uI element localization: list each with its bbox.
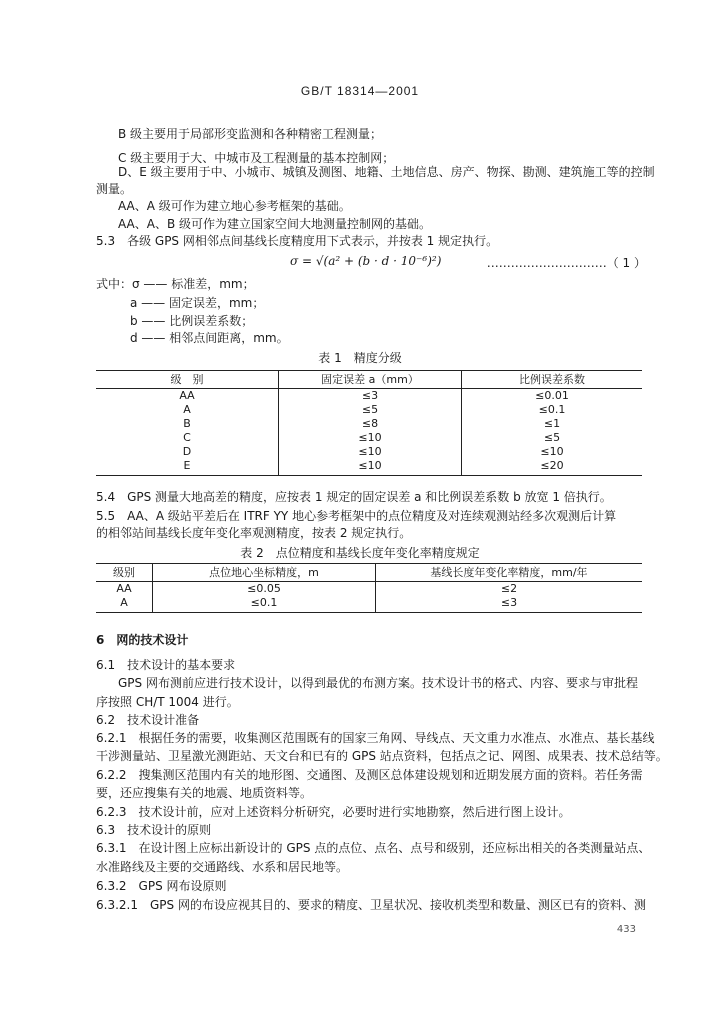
where-d: d —— 相邻点间距离，mm。 — [130, 331, 289, 345]
cell-grade: B — [96, 417, 279, 431]
section-6-title: 6 网的技术设计 — [96, 633, 189, 647]
where-sigma: 式中：σ —— 标准差，mm； — [96, 277, 255, 291]
cell-position-precision: ≤0.1 — [153, 596, 376, 613]
cell-fixed-error: ≤5 — [279, 403, 462, 417]
table-precision-grades — [96, 370, 642, 476]
cell-fixed-error: ≤10 — [279, 431, 462, 445]
table-header-row — [96, 371, 642, 389]
cell-ratio-error: ≤20 — [540, 459, 564, 472]
cell-grade: AA — [96, 389, 279, 404]
cell-grade: E — [96, 459, 279, 476]
col-header-grade: 级 别 — [96, 371, 279, 389]
para-b-level: B 级主要用于局部形变监测和各种精密工程测量； — [118, 127, 383, 141]
para-c-level: C 级主要用于大、中城市及工程测量的基本控制网； — [118, 151, 395, 165]
table-row — [96, 596, 642, 613]
cell-ratio-error: ≤0.01 — [535, 389, 569, 402]
clause-5-5-cont: 的相邻站间基线长度年变化率观测精度，按表 2 规定执行。 — [96, 526, 412, 540]
where-b: b —— 比例误差系数； — [130, 314, 254, 328]
col-header-baseline-rate: 基线长度年变化率精度，mm/年 — [376, 564, 643, 582]
para-aa-a: AA、A 级可作为建立地心参考框架的基础。 — [118, 199, 351, 213]
clause-6-2-1: 6.2.1 根据任务的需要，收集测区范围既有的国家三角网、导线点、天文重力水准点、水准点、基长基线 — [96, 731, 655, 745]
col-header-fixed-error: 固定误差 a（mm） — [279, 371, 462, 389]
table-header-row — [96, 564, 642, 582]
table-row — [96, 582, 642, 597]
heading-6-1: 6.1 技术设计的基本要求 — [96, 658, 236, 672]
cell-grade: D — [96, 445, 279, 459]
clause-6-2-3: 6.2.3 技术设计前，应对上述资料分析研究，必要时进行实地勘察，然后进行图上设计。 — [96, 805, 571, 819]
para-de-level-cont: 测量。 — [96, 182, 133, 196]
cell-grade: AA — [96, 582, 153, 597]
clause-5-4: 5.4 GPS 测量大地高差的精度，应按表 1 规定的固定误差 a 和比例误差系数 b 放宽 1 倍执行。 — [96, 490, 612, 504]
table2-caption: 表 2 点位精度和基线长度年变化率精度规定 — [240, 546, 480, 560]
formula: σ = √(a² + (b · d · 10⁻⁶)²) — [290, 254, 442, 268]
cell-fixed-error: ≤3 — [279, 389, 462, 404]
cell-position-precision: ≤0.05 — [153, 582, 376, 597]
col-header-ratio-error: 比例误差系数 — [462, 371, 643, 389]
page-header: GB/T 18314—2001 — [300, 84, 420, 98]
table-row — [96, 403, 642, 417]
table1-caption: 表 1 精度分级 — [318, 351, 402, 365]
formula-line — [90, 254, 650, 272]
table-row — [96, 459, 642, 476]
clause-6-3-2-1: 6.3.2.1 GPS 网的布设应视其目的、要求的精度、卫星状况、接收机类型和数量、测区已有的资料、测 — [96, 898, 646, 912]
col-header-grade: 级别 — [96, 564, 153, 582]
cell-fixed-error: ≤8 — [279, 417, 462, 431]
para-6-1-cont: 序按照 CH/T 1004 进行。 — [96, 695, 239, 709]
clause-5-5: 5.5 AA、A 级站平差后在 ITRF YY 地心参考框架中的点位精度及对连续观测站经多次观测后计算 — [96, 509, 617, 523]
clause-6-3-1-cont: 水准路线及主要的交通路线、水系和居民地等。 — [96, 860, 349, 874]
heading-6-3: 6.3 技术设计的原则 — [96, 823, 212, 837]
cell-fixed-error: ≤10 — [279, 445, 462, 459]
clause-6-2-2-cont: 要，还应搜集有关的地震、地质资料等。 — [96, 786, 313, 800]
clause-6-2-1-cont: 干涉测量站、卫星激光测距站、天文台和已有的 GPS 站点资料，包括点之记、网图、成果表、技术总结等。 — [96, 749, 668, 763]
cell-ratio-error: ≤0.1 — [538, 403, 566, 416]
formula-number: …………………………（ 1 ） — [486, 256, 646, 270]
table-position-precision — [96, 563, 642, 613]
cell-fixed-error: ≤10 — [279, 459, 462, 476]
cell-baseline-rate: ≤3 — [500, 596, 518, 609]
cell-ratio-error: ≤5 — [543, 431, 561, 444]
table-row — [96, 389, 642, 404]
clause-6-2-2: 6.2.2 搜集测区范围内有关的地形图、交通图、及测区总体建设规划和近期发展方面的资料。若任务需 — [96, 768, 643, 782]
table-row — [96, 445, 642, 459]
col-header-position-precision: 点位地心坐标精度，m — [153, 564, 376, 582]
table-row — [96, 417, 642, 431]
where-a: a —— 固定误差，mm； — [130, 296, 265, 310]
clause-5-3: 5.3 各级 GPS 网相邻点间基线长度精度用下式表示，并按表 1 规定执行。 — [96, 234, 499, 248]
para-de-level: D、E 级主要用于中、小城市、城镇及测图、地籍、土地信息、房产、物探、勘测、建筑施工等的控制 — [118, 165, 655, 179]
para-6-1: GPS 网布测前应进行技术设计，以得到最优的布测方案。技术设计书的格式、内容、要求与审批程 — [118, 676, 638, 690]
heading-6-3-2: 6.3.2 GPS 网布设原则 — [96, 879, 227, 893]
cell-ratio-error: ≤10 — [540, 445, 564, 458]
heading-6-2: 6.2 技术设计准备 — [96, 713, 200, 727]
cell-grade: C — [96, 431, 279, 445]
table-row — [96, 431, 642, 445]
cell-ratio-error: ≤1 — [543, 417, 561, 430]
para-aa-a-b: AA、A、B 级可作为建立国家空间大地测量控制网的基础。 — [118, 217, 432, 231]
cell-baseline-rate: ≤2 — [500, 582, 518, 595]
cell-grade: A — [96, 403, 279, 417]
cell-grade: A — [96, 596, 153, 613]
clause-6-3-1: 6.3.1 在设计图上应标出新设计的 GPS 点的点位、点名、点号和级别，还应标出相关的各类测量站点、 — [96, 841, 651, 855]
page-number: 433 — [616, 924, 636, 935]
